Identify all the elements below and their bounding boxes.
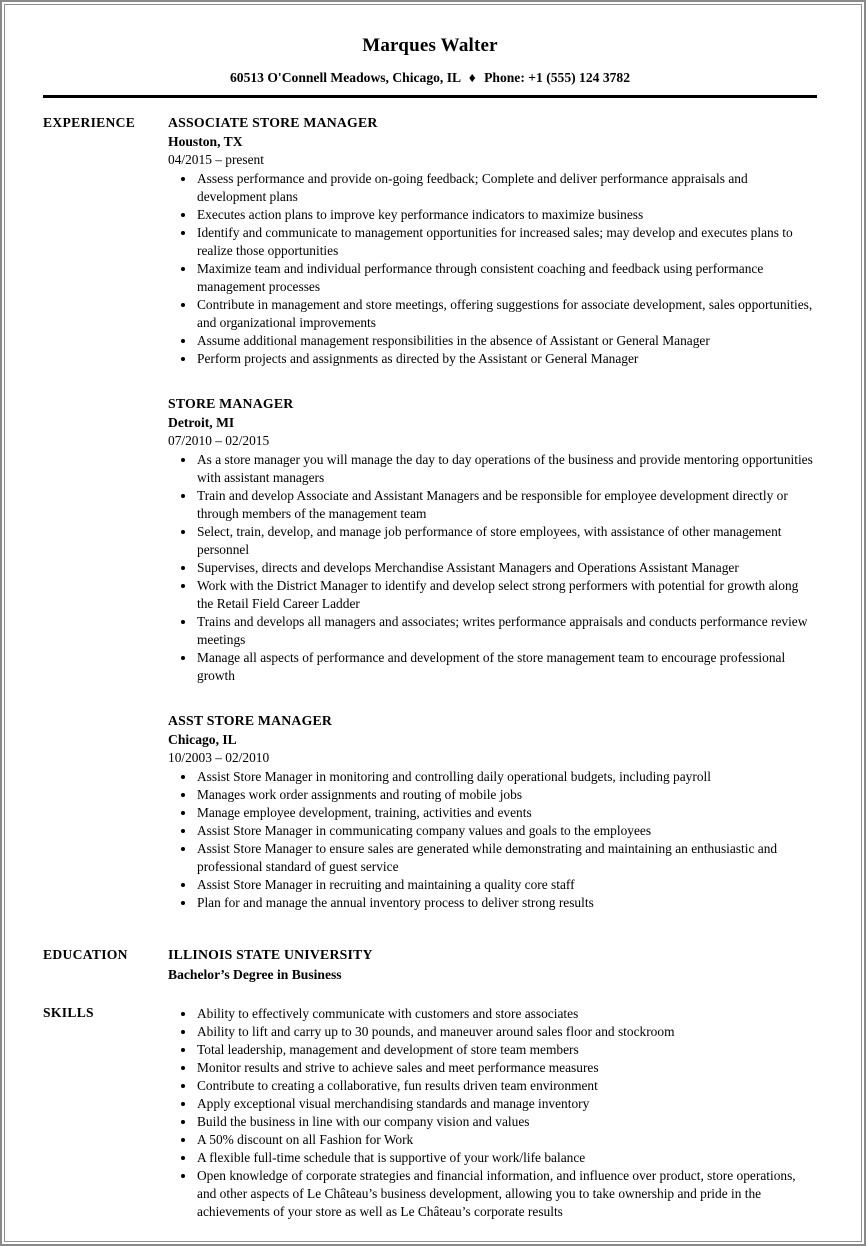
job-title: ASSOCIATE STORE MANAGER: [168, 115, 378, 130]
job-location: Chicago, IL: [168, 732, 237, 747]
header-rule: [43, 95, 817, 98]
bullet-item: • Trains and develops all managers and associates; writes performance appraisals and conducts performance review meetings: [196, 613, 817, 649]
contact-phone: Phone: +1 (555) 124 3782: [484, 70, 631, 85]
bullet-item: • Assist Store Manager to ensure sales are generated while demonstrating and maintaining an enthusiastic and professional standard of guest service: [196, 840, 817, 876]
education-section-label: EDUCATION: [43, 947, 128, 962]
bullet-item: • Manage all aspects of performance and development of the store management team to encourage professional growth: [196, 649, 817, 685]
experience-content: [168, 113, 817, 912]
job-bullet-list: [168, 451, 817, 685]
job-asst-store-manager: [168, 711, 817, 912]
diamond-separator-icon: ♦: [468, 70, 476, 85]
bullet-item: • Identify and communicate to management opportunities for increased sales; may develop and executes plans to realize those opportunities: [196, 224, 817, 260]
job-dates: 04/2015 – present: [168, 152, 264, 167]
bullet-item: • As a store manager you will manage the day to day operations of the business and provide mentoring opportunities with assistant managers: [196, 451, 817, 487]
job-title: ASST STORE MANAGER: [168, 713, 333, 728]
job-bullet-list: [168, 768, 817, 912]
bullet-item: • Assist Store Manager in recruiting and maintaining a quality core staff: [196, 876, 817, 894]
experience-section: [43, 113, 817, 912]
skills-section: [43, 1003, 817, 1221]
bullet-item: • Contribute in management and store meetings, offering suggestions for associate development, sales opportunities, and organizational improvements: [196, 296, 817, 332]
skills-section-label: SKILLS: [43, 1005, 94, 1020]
bullet-item: • Apply exceptional visual merchandising standards and manage inventory: [196, 1095, 817, 1113]
experience-section-label: EXPERIENCE: [43, 115, 136, 130]
contact-line: [43, 69, 817, 86]
job-store-manager: [168, 394, 817, 685]
bullet-item: • Manages work order assignments and routing of mobile jobs: [196, 786, 817, 804]
bullet-item: • Executes action plans to improve key performance indicators to maximize business: [196, 206, 817, 224]
job-title: STORE MANAGER: [168, 396, 294, 411]
bullet-item: • Select, train, develop, and manage job performance of store employees, with assistance of other management personnel: [196, 523, 817, 559]
candidate-name: Marques Walter: [362, 35, 498, 56]
bullet-item: • Plan for and manage the annual inventory process to deliver strong results: [196, 894, 817, 912]
job-location: Houston, TX: [168, 134, 243, 149]
bullet-item: • Build the business in line with our company vision and values: [196, 1113, 817, 1131]
job-dates: 07/2010 – 02/2015: [168, 433, 270, 448]
bullet-item: • Open knowledge of corporate strategies and financial information, and influence over product, store operations, and other aspects of Le Château’s business development, allowing you to take ownership and pride in the achievements of your store as well as Le Château’s corporate results: [196, 1167, 817, 1221]
skills-content: [168, 1003, 817, 1221]
bullet-item: • Assist Store Manager in monitoring and controlling daily operational budgets, including payroll: [196, 768, 817, 786]
education-section: [43, 945, 817, 984]
resume-page-inner: [4, 4, 862, 1242]
bullet-item: • Assess performance and provide on-going feedback; Complete and deliver performance appraisals and development plans: [196, 170, 817, 206]
bullet-item: • A 50% discount on all Fashion for Work: [196, 1131, 817, 1149]
job-bullet-list: [168, 170, 817, 368]
bullet-item: • Supervises, directs and develops Merchandise Assistant Managers and Operations Assistant Manager: [196, 559, 817, 577]
bullet-item: • Monitor results and strive to achieve sales and meet performance measures: [196, 1059, 817, 1077]
bullet-item: • Maximize team and individual performance through consistent coaching and feedback using performance management processes: [196, 260, 817, 296]
bullet-item: • Ability to lift and carry up to 30 pounds, and maneuver around sales floor and stockroom: [196, 1023, 817, 1041]
bullet-item: • Assume additional management responsibilities in the absence of Assistant or General Manager: [196, 332, 817, 350]
education-content: [168, 945, 817, 984]
bullet-item: • Train and develop Associate and Assistant Managers and be responsible for employee development directly or through members of the management team: [196, 487, 817, 523]
bullet-item: • Perform projects and assignments as directed by the Assistant or General Manager: [196, 350, 817, 368]
job-location: Detroit, MI: [168, 415, 235, 430]
job-dates: 10/2003 – 02/2010: [168, 750, 270, 765]
contact-address: 60513 O'Connell Meadows, Chicago, IL: [229, 70, 461, 85]
bullet-item: • Work with the District Manager to identify and develop select strong performers with potential for growth along the Retail Field Career Ladder: [196, 577, 817, 613]
bullet-item: • Manage employee development, training, activities and events: [196, 804, 817, 822]
school-name: ILLINOIS STATE UNIVERSITY: [168, 947, 373, 962]
job-associate-store-manager: [168, 113, 817, 368]
skills-bullet-list: [168, 1005, 817, 1221]
bullet-item: • Ability to effectively communicate with customers and store associates: [196, 1005, 817, 1023]
bullet-item: • Contribute to creating a collaborative, fun results driven team environment: [196, 1077, 817, 1095]
bullet-item: • A flexible full-time schedule that is supportive of your work/life balance: [196, 1149, 817, 1167]
bullet-item: • Total leadership, management and development of store team members: [196, 1041, 817, 1059]
degree-name: Bachelor’s Degree in Business: [168, 967, 342, 982]
bullet-item: • Assist Store Manager in communicating company values and goals to the employees: [196, 822, 817, 840]
